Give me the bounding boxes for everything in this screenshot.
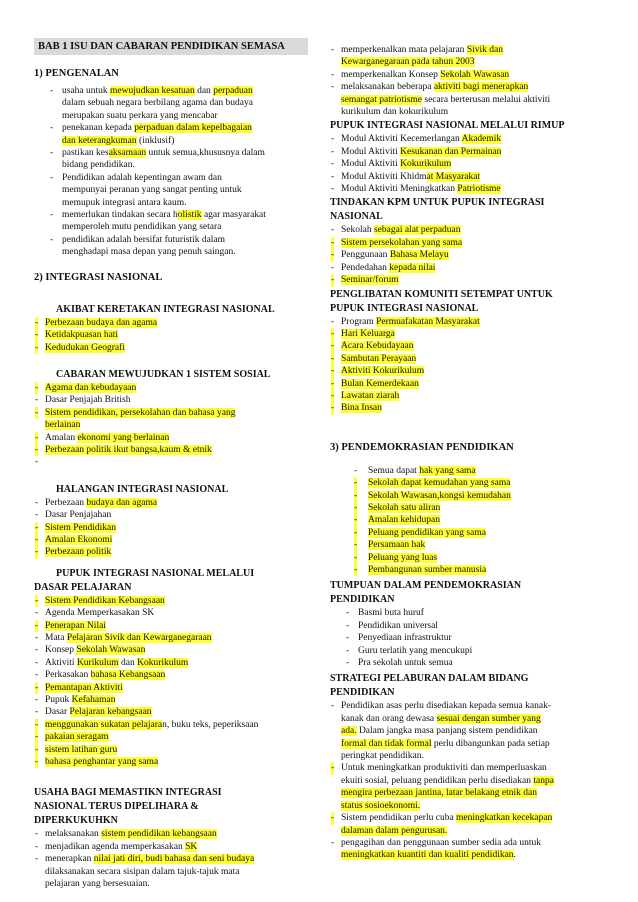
usaha-heading-2: NASIONAL TERUS DIPELIHARA & — [34, 801, 199, 813]
list-item — [34, 122, 308, 134]
text-span: Modul Aktiviti Meningkatkan — [341, 184, 458, 195]
kpm-heading-2: NASIONAL — [330, 211, 383, 223]
highlighted-text: olistik — [177, 210, 202, 221]
text-span: Penggunaan — [341, 250, 390, 261]
section-integrasi-heading: 2) INTEGRASI NASIONAL — [34, 271, 163, 283]
list-item — [330, 787, 604, 799]
section-pengenalan-heading: 1) PENGENALAN — [34, 68, 119, 79]
list-item — [34, 620, 308, 632]
highlighted-text: Sistem Pendidikan — [45, 522, 116, 533]
list-item — [34, 756, 308, 768]
text-span: . — [513, 850, 516, 861]
text-span: Sekolah — [341, 225, 374, 236]
text-span: pendidikan adalah bersifat futuristik dalam — [62, 234, 226, 245]
kpm-heading-1: TINDAKAN KPM UNTUK PUPUK INTEGRASI — [330, 197, 545, 209]
list-item — [34, 209, 308, 221]
list-item — [34, 444, 308, 456]
pupuk-dasar-heading-1: PUPUK INTEGRASI NASIONAL MELALUI — [56, 567, 255, 579]
list-item — [34, 172, 308, 184]
list-item — [330, 539, 604, 551]
list-item — [330, 645, 604, 657]
highlighted-text: SK — [185, 841, 198, 852]
text-span: Agenda Memperkasakan SK — [45, 608, 155, 619]
list-item — [330, 465, 604, 477]
list-item — [34, 246, 308, 258]
highlighted-text: perpaduan dalam kepelbagaian — [134, 123, 252, 134]
highlighted-text: Akademik — [461, 134, 502, 145]
text-span: menerapkan — [45, 854, 94, 865]
highlighted-text: Sekolah dapat kemudahan yang sama — [368, 478, 511, 489]
highlighted-text: aksamaan — [108, 148, 147, 159]
text-span: untuk semua,khususnya dalam — [146, 148, 265, 159]
highlighted-text: perpaduan — [213, 86, 253, 96]
highlighted-text: Acara Kebudayaan — [341, 341, 414, 352]
highlighted-text: aktiviti bagi menerapkan — [433, 82, 529, 93]
list-item — [330, 762, 604, 774]
komuniti-heading-1: PENGLIBATAN KOMUNITI SETEMPAT UNTUK — [330, 288, 553, 300]
highlighted-text: Perbezaan politik ikut bangsa,kaum & etnik — [45, 444, 212, 455]
list-item — [34, 382, 308, 394]
highlighted-text: at Masyarakat — [426, 171, 481, 182]
list-item — [330, 171, 604, 183]
text-span: Modul Aktiviti Khidm — [341, 171, 427, 182]
list-item — [34, 317, 308, 329]
list-item — [330, 81, 604, 93]
list-item — [34, 184, 308, 196]
highlighted-text: bahasa penghantar yang sama — [45, 757, 159, 768]
list-item — [330, 237, 604, 249]
tumpuan-heading-2: PENDIDIKAN — [330, 594, 395, 606]
komuniti-heading-2: PUPUK INTEGRASI NASIONAL — [330, 302, 479, 314]
text-span: Mata — [45, 633, 67, 643]
text-span: Dasar Penjajah British — [45, 395, 131, 406]
highlighted-text: Kokurikulum — [137, 657, 189, 668]
list-item — [34, 669, 308, 681]
pupuk-dasar-heading-2: DASAR PELAJARAN — [34, 581, 132, 593]
list-item — [330, 56, 604, 68]
list-item — [330, 607, 604, 619]
highlighted-text: ekonomi yang berlainan — [77, 432, 170, 443]
highlighted-text: meningkatkan kuantiti dan kualiti pendidikan — [341, 850, 514, 861]
list-item — [330, 390, 604, 402]
list-item — [330, 849, 604, 861]
highlighted-text: Kurikulum — [76, 657, 119, 668]
list-item — [34, 159, 308, 171]
list-item — [330, 402, 604, 414]
list-item — [34, 419, 308, 431]
list-item — [34, 719, 308, 731]
list-item — [330, 738, 604, 750]
highlighted-text: pakaian seragam — [45, 732, 109, 743]
highlighted-text: tanpa — [533, 775, 554, 786]
list-item — [34, 110, 308, 122]
list-item — [34, 456, 308, 468]
usaha-heading-3: DIPERKUKUHKN — [34, 815, 118, 827]
list-item — [34, 731, 308, 743]
highlighted-text: Hari Keluarga — [341, 328, 395, 339]
list-item — [330, 353, 604, 365]
list-item — [330, 527, 604, 539]
list-item — [34, 394, 308, 406]
text-span: menjadikan agenda memperkasakan — [45, 841, 186, 852]
highlighted-text: mewujudkan kesatuan — [110, 86, 195, 96]
list-item — [330, 514, 604, 526]
usaha-heading-1: USAHA BAGI MEMASTIKN INTEGRASI — [34, 787, 222, 799]
text-span: Perkasakan — [45, 670, 91, 681]
komuniti-list — [330, 316, 604, 415]
highlighted-text: hak yang sama — [419, 465, 476, 476]
tumpuan-list — [330, 607, 604, 669]
highlighted-text: sistem latihan guru — [45, 744, 118, 755]
text-span: melaksanakan beberapa — [341, 82, 434, 93]
list-item — [330, 158, 604, 170]
highlighted-text: Persamaan hak — [368, 540, 426, 551]
text-span: pelajaran yang bersesuaian. — [45, 879, 150, 890]
list-item — [330, 365, 604, 377]
text-span: memperkenalkan Konsep — [341, 69, 441, 80]
text-span: perlu dibangunkan pada setiap — [431, 738, 550, 749]
left-column — [34, 38, 308, 891]
highlighted-text: Sivik dan — [466, 45, 503, 55]
text-span: Aktiviti — [45, 657, 77, 668]
highlighted-text: Sekolah satu aliran — [368, 502, 441, 513]
text-span: dalam sebuah negara berbilang agama dan budaya — [62, 98, 253, 109]
strategi-list — [330, 700, 604, 861]
list-item — [330, 477, 604, 489]
list-item — [34, 657, 308, 669]
highlighted-text: Sistem persekolahan yang sama — [341, 237, 463, 248]
list-item — [34, 85, 308, 97]
text-span: dan — [118, 657, 138, 668]
text-span: Penyediaan infrastruktur — [358, 633, 452, 644]
list-item — [330, 800, 604, 812]
list-item — [34, 828, 308, 840]
list-item — [330, 837, 604, 849]
list-item — [34, 509, 308, 521]
text-span: peringkat pendidikan. — [341, 751, 424, 762]
list-item — [330, 750, 604, 762]
highlighted-text: bahasa Kebangsaan — [90, 670, 166, 681]
list-item — [34, 534, 308, 546]
list-item — [34, 595, 308, 607]
highlighted-text: Penerapan Nilai — [45, 620, 106, 631]
text-span: Basmi buta huruf — [358, 608, 424, 619]
text-span: n, buku teks, peperiksaan — [162, 719, 259, 730]
list-item — [330, 700, 604, 712]
text-span: Pendidikan universal — [358, 620, 438, 631]
list-item — [330, 249, 604, 261]
highlighted-text: Sistem pendidikan, persekolahan dan bahasa yang — [45, 407, 236, 418]
pengenalan-list — [34, 85, 308, 259]
list-item — [330, 825, 604, 837]
highlighted-text: Bina Insan — [341, 403, 382, 414]
list-item — [330, 632, 604, 644]
highlighted-text: Pembangunan sumber manusia — [368, 565, 487, 575]
list-item — [34, 744, 308, 756]
list-item — [330, 725, 604, 737]
list-item — [330, 44, 604, 56]
text-span: kanak dan orang dewasa — [341, 713, 437, 724]
highlighted-text: Sambutan Perayaan — [341, 353, 417, 364]
highlighted-text: Bahasa Melayu — [389, 250, 449, 261]
list-item — [330, 620, 604, 632]
text-span: pastikan kes — [62, 148, 109, 159]
text-span: memerlukan tindakan secara h — [62, 210, 178, 221]
list-item — [330, 94, 604, 106]
list-item — [330, 274, 604, 286]
highlighted-text: Kewarganegaraan pada tahun 2003 — [341, 57, 475, 68]
list-item — [330, 69, 604, 81]
text-span: usaha untuk — [62, 86, 111, 96]
list-item — [330, 552, 604, 564]
list-item — [34, 221, 308, 233]
text-span: memperoleh mutu pendidikan yang setara — [62, 222, 222, 233]
list-item — [34, 432, 308, 444]
text-span: Semua dapat — [368, 465, 420, 476]
list-item — [34, 706, 308, 718]
halangan-list — [34, 497, 308, 559]
text-span: dan — [194, 86, 214, 96]
text-span: memupuk integrasi antara kaum. — [62, 197, 187, 208]
text-span: Konsep — [45, 645, 77, 656]
list-item — [34, 694, 308, 706]
text-span: Pupuk — [45, 695, 72, 706]
text-span: melaksanakan — [45, 829, 102, 840]
list-item — [330, 133, 604, 145]
list-item — [330, 316, 604, 328]
list-item — [34, 342, 308, 354]
highlighted-text: Bulan Kemerdekaan — [341, 378, 419, 389]
text-span: mempunyai peranan yang sangat penting untuk — [62, 185, 242, 196]
text-span: secara berterusan melalui aktiviti — [422, 94, 551, 105]
highlighted-text: Kokurikulum — [400, 159, 452, 170]
highlighted-text: Sekolah Wawasan — [440, 69, 510, 80]
highlighted-text: Kedudukan Geografi — [45, 342, 125, 353]
text-span: dilaksanakan secara sisipan dalam tajuk-tajuk mata — [45, 866, 240, 877]
list-item — [330, 657, 604, 669]
highlighted-text: meningkatkan kecekapan — [456, 813, 553, 824]
list-item — [34, 607, 308, 619]
list-item — [330, 775, 604, 787]
highlighted-text: sebagai alat perpaduan — [373, 225, 461, 236]
highlighted-text: Pemantapan Aktiviti — [45, 682, 123, 693]
pendemokrasian-list — [330, 465, 604, 577]
list-item — [34, 329, 308, 341]
text-span: memperkenalkan mata pelajaran — [341, 45, 467, 55]
text-span: Pendidikan adalah kepentingan awam dan — [62, 172, 222, 183]
list-item — [330, 378, 604, 390]
text-span: kurikulum dan kokurikulum — [341, 107, 449, 118]
list-item — [34, 234, 308, 246]
text-span: Modul Aktiviti — [341, 146, 401, 157]
text-span: Perbezaan — [45, 497, 87, 508]
highlighted-text: Ketidakpuasan hati — [45, 330, 119, 341]
tumpuan-heading-1: TUMPUAN DALAM PENDEMOKRASIAN — [330, 580, 522, 592]
top-list — [330, 44, 604, 118]
text-span: Untuk meningkatkan produktiviti dan memperluaskan — [341, 763, 547, 774]
highlighted-text: ada. — [341, 726, 357, 737]
text-span: pengagihan dan penggunaan sumber sedia ada untuk — [341, 837, 541, 848]
highlighted-text: formal dan tidak formal — [341, 738, 432, 749]
text-span: ekuiti sosial, peluang pendidikan perlu disediakan — [341, 775, 534, 786]
kpm-list — [330, 224, 604, 286]
text-span: Pra sekolah untuk semua — [358, 658, 453, 669]
list-item — [330, 713, 604, 725]
highlighted-text: berlainan — [45, 420, 81, 431]
highlighted-text: nilai jati diri, budi bahasa dan seni budaya — [93, 854, 255, 865]
list-item — [34, 407, 308, 419]
text-span: merupakan suatu perkara yang mencabar — [62, 110, 218, 121]
highlighted-text: Amalan kehidupan — [368, 515, 441, 526]
highlighted-text: Amalan Ekonomi — [45, 534, 113, 545]
right-column — [330, 44, 604, 862]
section-pendemokrasian-heading: 3) PENDEMOKRASIAN PENDIDIKAN — [330, 441, 514, 453]
list-item — [330, 106, 604, 118]
highlighted-text: Kesukanan dan Permainan — [400, 146, 502, 157]
highlighted-text: dan keterangkuman — [62, 135, 137, 146]
highlighted-text: Seminar/forum — [341, 275, 399, 286]
highlighted-text: Sekolah Wawasan — [76, 645, 146, 656]
akibat-list — [34, 317, 308, 354]
highlighted-text: semangat patriotisme — [341, 94, 422, 105]
list-item — [34, 878, 308, 890]
text-span: menghadapi masa depan yang penuh saingan. — [62, 247, 236, 258]
list-item — [330, 183, 604, 195]
highlighted-text: Pelajaran Sivik dan Kewarganegaraan — [66, 633, 212, 643]
akibat-heading: AKIBAT KERETAKAN INTEGRASI NASIONAL — [56, 303, 275, 315]
list-item — [34, 841, 308, 853]
list-item — [330, 812, 604, 824]
usaha-list — [34, 828, 308, 890]
text-span: Dalam jangka masa panjang sistem pendidikan — [356, 726, 538, 737]
highlighted-text: budaya dan agama — [86, 497, 158, 508]
text-span: Sistem pendidikan perlu cuba — [341, 813, 457, 824]
text-span: Guru terlatih yang mencukupi — [358, 645, 473, 656]
highlighted-text: Permuafakatan Masyarakat — [376, 316, 480, 327]
text-span: Pendedahan — [341, 262, 390, 273]
text-span: Amalan — [45, 432, 78, 443]
text-span: agar masyarakat — [201, 210, 266, 221]
rimup-list — [330, 133, 604, 195]
highlighted-text: menggunakan sukatan pelajara — [45, 719, 163, 730]
list-item — [34, 147, 308, 159]
list-item — [330, 564, 604, 576]
rimup-heading: PUPUK INTEGRASI NASIONAL MELALUI RIMUP — [330, 120, 565, 132]
list-item — [34, 135, 308, 147]
text-span: (inklusif) — [136, 135, 175, 146]
highlighted-text: kepada nilai — [389, 262, 436, 273]
highlighted-text: Aktiviti Kokurikulum — [341, 366, 425, 377]
text-span: Modul Aktiviti — [341, 159, 401, 170]
highlighted-text: Perbezaan budaya dan agama — [45, 317, 158, 328]
list-item — [34, 644, 308, 656]
text-span: Dasar — [45, 707, 70, 718]
highlighted-text: Patriotisme — [457, 184, 501, 195]
highlighted-text: dalaman dalam pengurusan. — [341, 825, 448, 836]
highlighted-text: sistem pendidikan kebangsaan — [101, 829, 217, 840]
list-item — [330, 262, 604, 274]
strategi-heading-1: STRATEGI PELABURAN DALAM BIDANG — [330, 673, 529, 685]
strategi-heading-2: PENDIDIKAN — [330, 687, 395, 699]
highlighted-text: Peluang pendidikan yang sama — [368, 527, 486, 538]
highlighted-text: Kefahaman — [71, 695, 116, 706]
list-item — [34, 682, 308, 694]
text-span: Pendidikan asas perlu disediakan kepada semua kanak- — [341, 701, 551, 712]
list-item — [34, 97, 308, 109]
list-item — [330, 502, 604, 514]
highlighted-text: Sistem Pendidikan Kebangsaan — [45, 595, 165, 606]
text-span: penekanan kepada — [62, 123, 135, 134]
halangan-heading: HALANGAN INTEGRASI NASIONAL — [56, 483, 229, 495]
list-item — [34, 197, 308, 209]
list-item — [330, 340, 604, 352]
list-item — [34, 853, 308, 865]
highlighted-text: Agama dan kebudayaan — [45, 382, 137, 393]
list-item — [34, 546, 308, 558]
text-span: bidang pendidikan. — [62, 160, 135, 171]
highlighted-text: Lawatan ziarah — [341, 390, 400, 401]
highlighted-text: Pelajaran kebangsaan — [69, 707, 152, 718]
highlighted-text: mengira perbezaan jantina, latar belakang etnik dan — [341, 788, 537, 799]
highlighted-text: Sekolah Wawasan,kongsi kemudahan — [368, 490, 511, 501]
list-item — [330, 146, 604, 158]
pupuk-dasar-list — [34, 595, 308, 769]
chapter-title: BAB 1 ISU DAN CABARAN PENDIDIKAN SEMASA — [34, 38, 308, 55]
highlighted-text: status sosioekonomi. — [341, 800, 421, 811]
highlighted-text: Perbezaan politik — [45, 547, 112, 558]
text-span: Dasar Penjajahan — [45, 510, 112, 521]
list-item — [34, 632, 308, 644]
list-item — [34, 866, 308, 878]
list-item — [330, 328, 604, 340]
highlighted-text: Peluang yang luas — [368, 552, 438, 563]
list-item — [330, 490, 604, 502]
list-item — [34, 497, 308, 509]
cabaran-heading: CABARAN MEWUJUDKAN 1 SISTEM SOSIAL — [56, 368, 271, 380]
list-item — [34, 522, 308, 534]
cabaran-list — [34, 382, 308, 469]
text-span: Program — [341, 316, 377, 327]
list-item — [330, 224, 604, 236]
highlighted-text: sesuai dengan sumber yang — [436, 713, 541, 724]
text-span: Modul Aktiviti Kecemerlangan — [341, 134, 462, 145]
